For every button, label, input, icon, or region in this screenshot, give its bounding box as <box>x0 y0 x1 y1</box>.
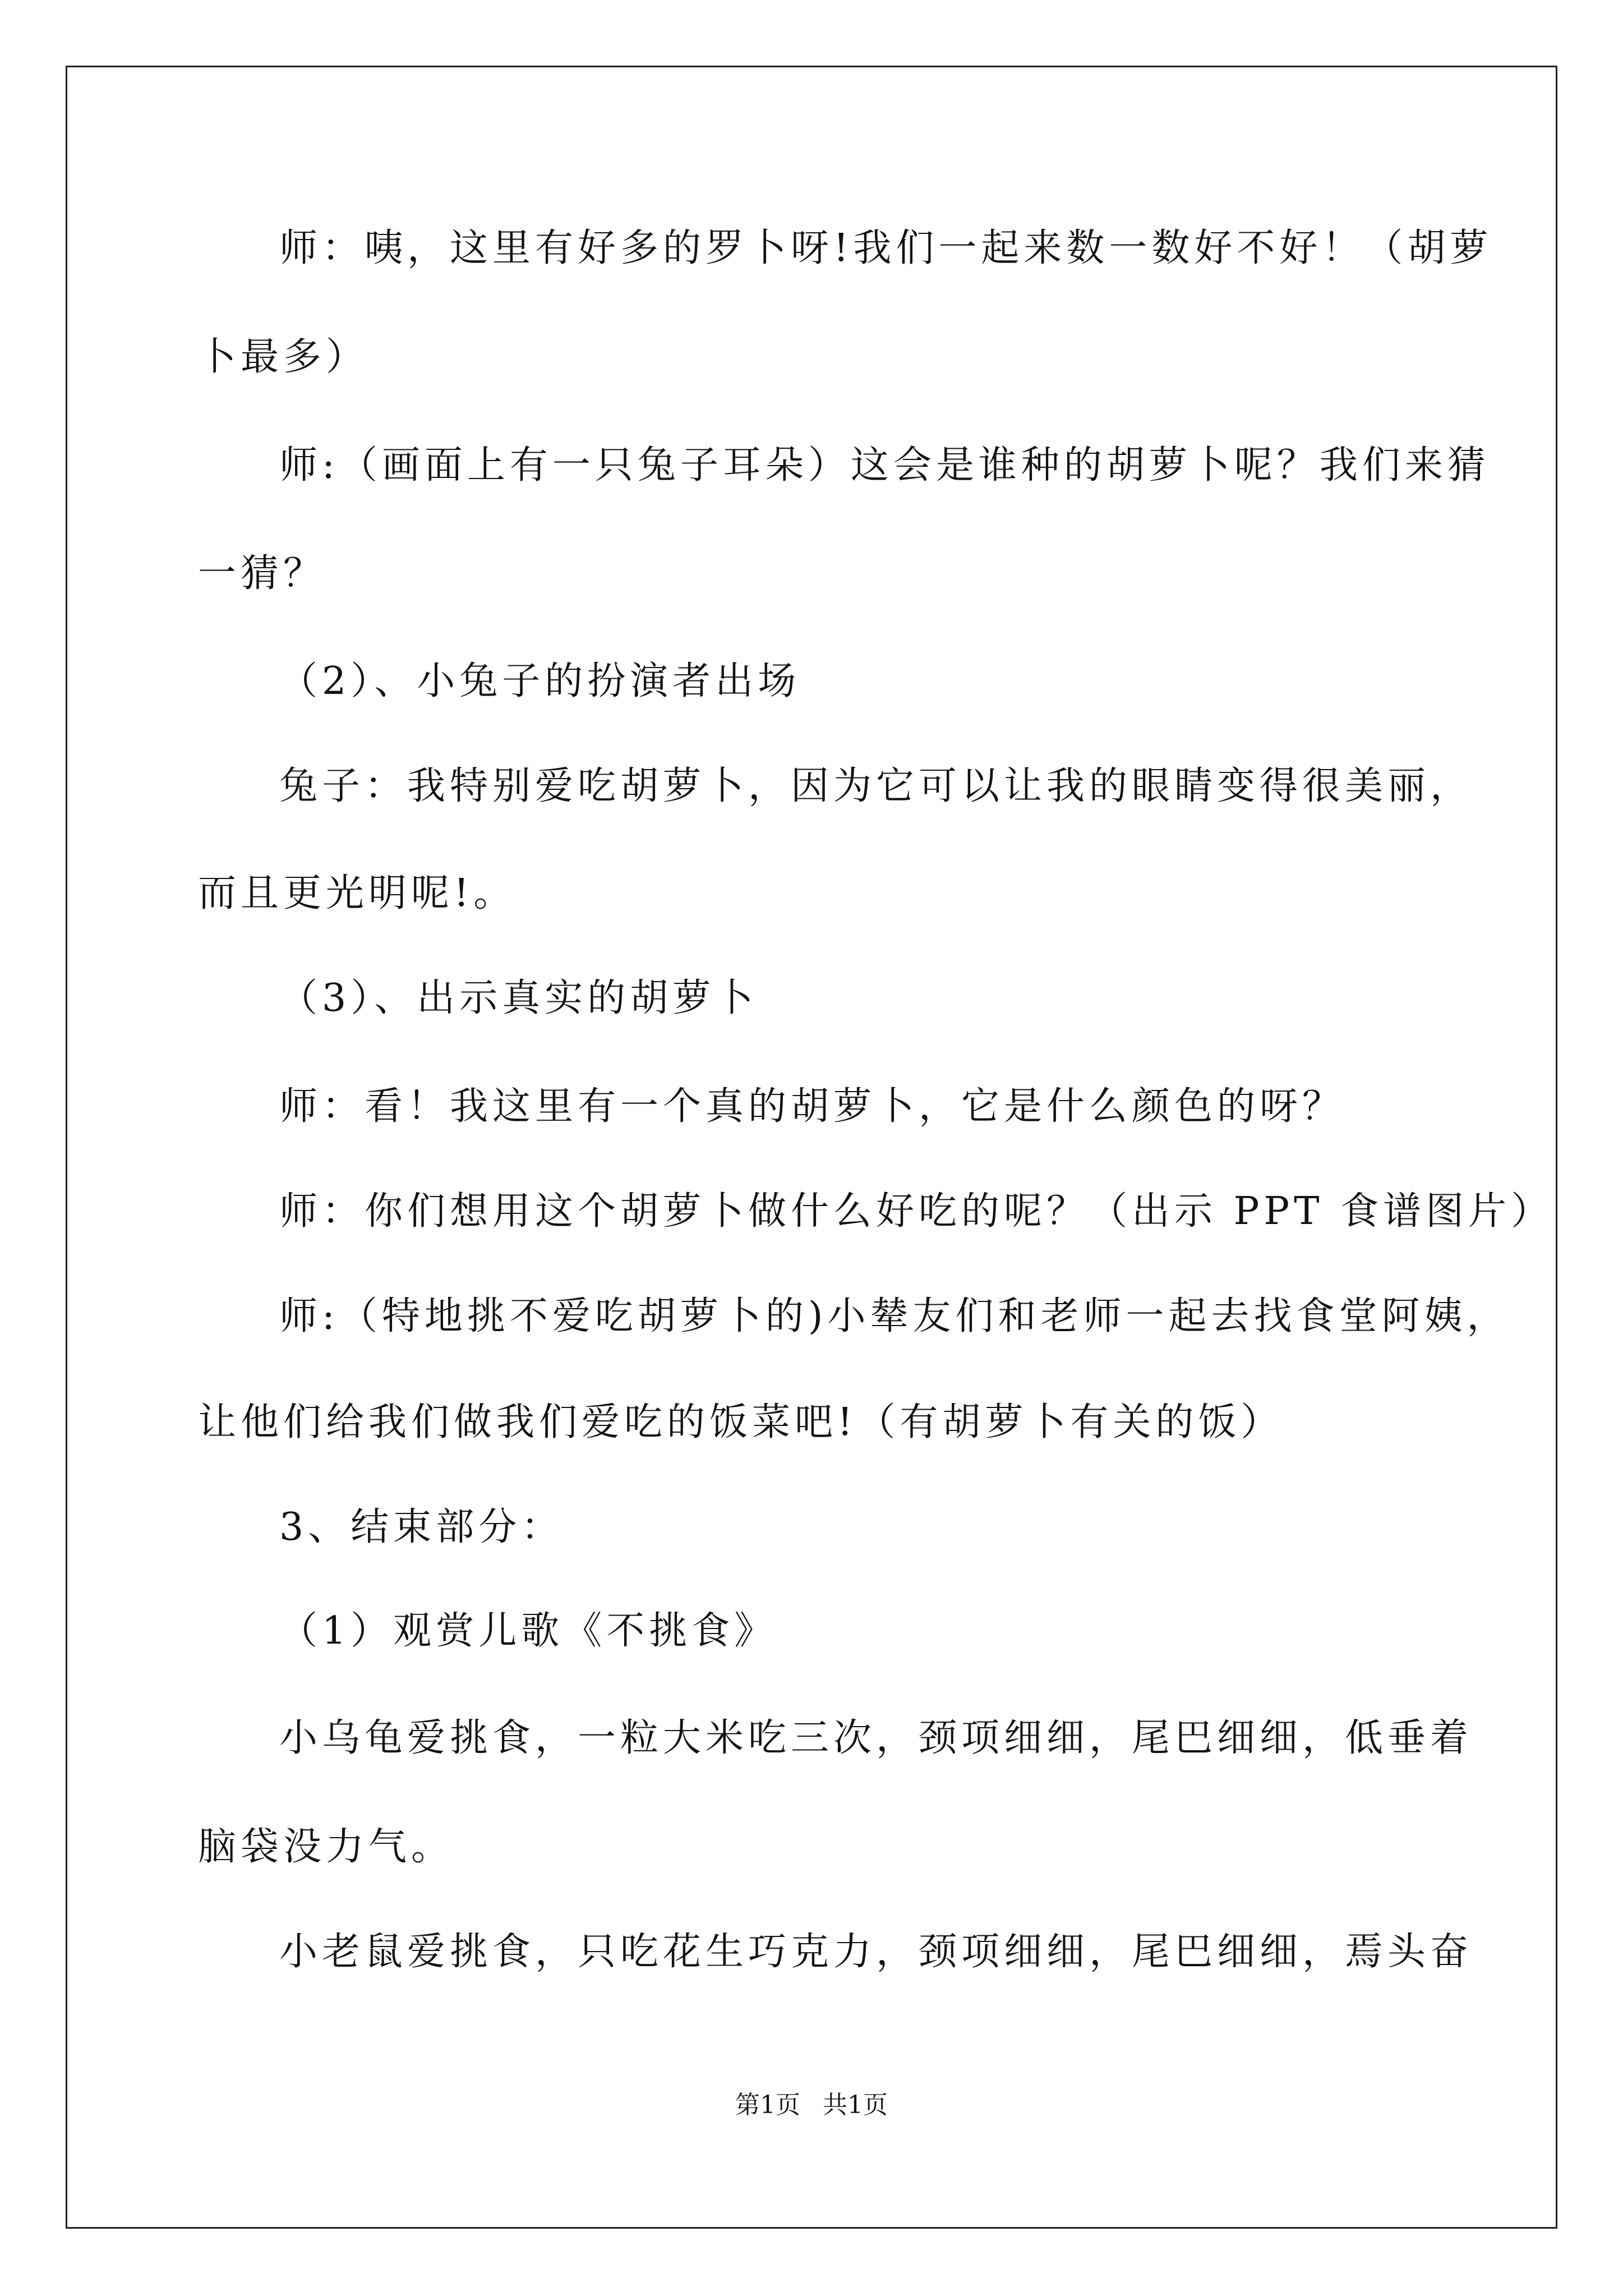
paragraph-line: 师：咦，这里有好多的罗卜呀!我们一起来数一数好不好！（胡萝 <box>279 226 1493 270</box>
paragraph-line: 让他们给我们做我们爱吃的饭菜吧!（有胡萝卜有关的饭） <box>198 1400 1284 1444</box>
paragraph-line: 兔子：我特别爱吃胡萝卜，因为它可以让我的眼睛变得很美丽， <box>279 764 1473 808</box>
paragraph-line: 师：看！我这里有一个真的胡萝卜，它是什么颜色的呀？ <box>279 1084 1345 1129</box>
page-number-total: 共1页 <box>823 2091 888 2119</box>
paragraph-line: （1）观赏儿歌《不挑食》 <box>279 1609 777 1653</box>
paragraph-line: 3、结束部分： <box>279 1505 564 1549</box>
page-border <box>66 66 1557 2229</box>
paragraph-line: 小老鼠爱挑食，只吃花生巧克力，颈项细细，尾巴细细，焉头奋 <box>279 1930 1473 1974</box>
paragraph-line: （2）、小兔子的扮演者出场 <box>279 659 801 703</box>
paragraph-line: 师:（画面上有一只兔子耳朵）这会是谁种的胡萝卜呢？我们来猜 <box>279 443 1490 487</box>
page-number-current: 第1页 <box>735 2091 800 2119</box>
paragraph-line: 脑袋没力气。 <box>198 1825 454 1869</box>
paragraph-line: 卜最多） <box>198 335 369 379</box>
paragraph-line: 一猜？ <box>198 551 326 596</box>
paragraph-line: （3）、出示真实的胡萝卜 <box>279 976 758 1020</box>
paragraph-line: 师：你们想用这个胡萝卜做什么好吃的呢？（出示 PPT 食谱图片） <box>279 1189 1554 1234</box>
page-footer <box>0 2090 1623 2121</box>
paragraph-line: 师:（特地挑不爱吃胡萝卜的)小辇友们和老师一起去找食堂阿姨， <box>279 1294 1510 1338</box>
paragraph-line: 小乌龟爱挑食，一粒大米吃三次，颈项细细，尾巴细细，低垂着 <box>279 1716 1473 1760</box>
paragraph-line: 而且更光明呢!。 <box>198 871 517 915</box>
